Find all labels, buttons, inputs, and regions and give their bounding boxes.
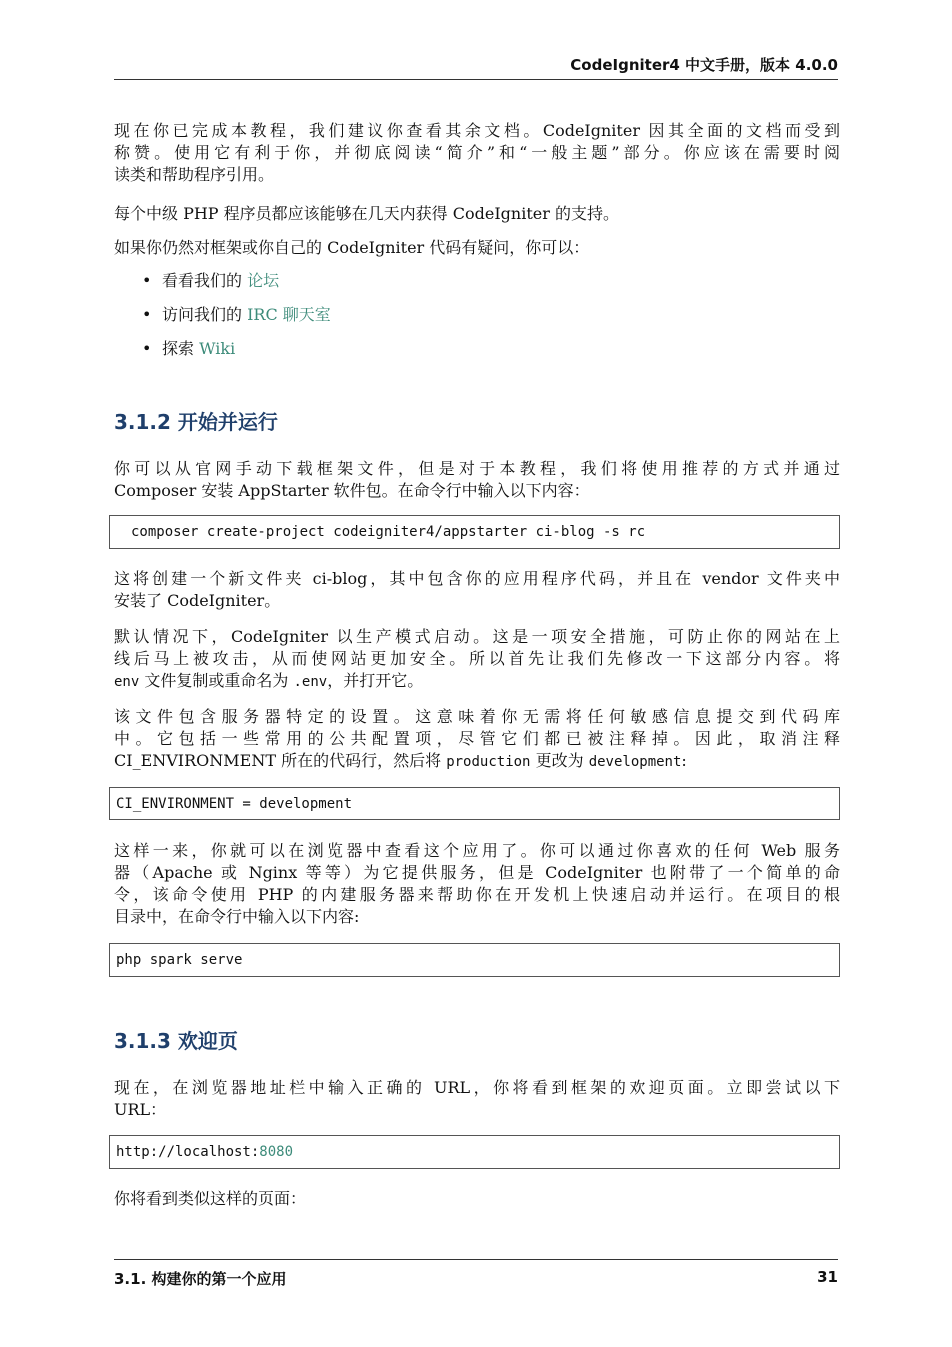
page-number: 31	[817, 1268, 838, 1286]
inline-code: production	[446, 754, 531, 770]
bullet-icon: •	[142, 305, 152, 324]
section-312-paragraph-1: 你可以从官网手动下载框架文件，但是对于本教程，我们将使用推荐的方式并通过 Composer 安装 AppStarter 软件包。在命令行中输入以下内容：	[114, 459, 840, 500]
footer-section-title: 3.1. 构建你的第一个应用	[114, 1270, 287, 1288]
section-312-paragraph-5: 这样一来，你就可以在浏览器中查看这个应用了。你可以通过你喜欢的任何 Web 服务 器（Apache 或 Nginx 等等）为它提供服务，但是 CodeIgniter 也附带了一个简单的命 令，该命令使用 PHP 的内建服务器来帮助你在开发机上快速启动并运行。在项目的根 目录中，在命令行中输入以下内容:	[114, 841, 840, 926]
intro-paragraph-2: 每个中级 PHP 程序员都应该能够在几天内获得 CodeIgniter 的支持。	[114, 204, 619, 223]
header-rule	[114, 79, 838, 80]
code-block-composer: composer create-project codeigniter4/appstarter ci-blog -s rc	[109, 515, 840, 549]
bullet-icon: •	[142, 339, 152, 358]
list-item: • 看看我们的 论坛	[142, 271, 280, 290]
section-heading-3-1-2: 3.1.2 开始并运行	[114, 410, 278, 434]
bullet-icon: •	[142, 271, 152, 290]
code-block-localhost-url: http://localhost: 8080	[109, 1135, 840, 1169]
irc-chat-link[interactable]: IRC 聊天室	[247, 305, 331, 324]
section-heading-3-1-3: 3.1.3 欢迎页	[114, 1029, 238, 1053]
help-links-list	[138, 270, 331, 372]
intro-paragraph-1: 现在你已完成本教程，我们建议你查看其余文档。CodeIgniter 因其全面的文档而受到 称赞。使用它有利于你，并彻底阅读“简介”和“一般主题”部分。你应该在需要时阅 读类和帮助程序引用。	[114, 121, 840, 184]
footer-rule	[114, 1259, 838, 1260]
inline-code: development	[588, 754, 682, 770]
list-item: • 探索 Wiki	[142, 339, 236, 358]
section-313-paragraph-1: 现在，在浏览器地址栏中输入正确的 URL，你将看到框架的欢迎页面。立即尝试以下 URL：	[114, 1078, 840, 1119]
section-312-paragraph-2: 这将创建一个新文件夹 ci-blog，其中包含你的应用程序代码，并且在 vendor 文件夹中 安装了 CodeIgniter。	[114, 569, 840, 610]
intro-paragraph-3: 如果你仍然对框架或你自己的 CodeIgniter 代码有疑问，你可以：	[114, 238, 590, 257]
code-block-env: CI_ENVIRONMENT = development	[109, 787, 840, 820]
section-312-paragraph-4: 该文件包含服务器特定的设置。这意味着你无需将任何敏感信息提交到代码库 中。它包括一些常用的公共配置项，尽管它们都已被注释掉。因此，取消注释 CI_ENVIRONMENT 所在的代码行，然后将 production 更改为 development:	[114, 707, 840, 770]
section-313-paragraph-2: 你将看到类似这样的页面：	[114, 1189, 307, 1208]
list-item: • 访问我们的 IRC 聊天室	[142, 305, 331, 324]
wiki-link[interactable]: Wiki	[199, 339, 236, 358]
port-number: 8080	[259, 1144, 294, 1160]
running-header: CodeIgniter4 中文手册，版本 4.0.0	[570, 56, 838, 74]
code-block-spark-serve: php spark serve	[109, 943, 840, 977]
forum-link[interactable]: 论坛	[247, 271, 280, 290]
inline-code: .env	[293, 674, 328, 690]
inline-code: env	[114, 674, 140, 690]
section-312-paragraph-3: 默认情况下，CodeIgniter 以生产模式启动。这是一项安全措施，可防止你的网站在上 线后马上被攻击，从而使网站更加安全。所以首先让我们先修改一下这部分内容。将 env 文件复制或重命名为 .env，并打开它。	[114, 627, 840, 690]
